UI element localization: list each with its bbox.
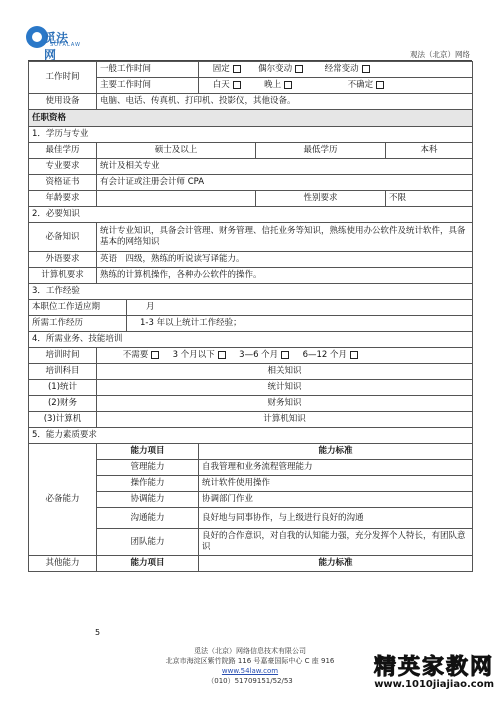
other-ability-item-header: 能力项目 — [97, 556, 199, 572]
row-training-title — [29, 332, 473, 348]
row-edu-title — [29, 127, 473, 143]
checkbox-no-need[interactable] — [151, 351, 159, 359]
min-degree-value: 本科 — [386, 143, 473, 159]
row-age-gender — [29, 191, 473, 207]
header-company: 观法（北京）网络 — [410, 50, 470, 59]
certificate-label: 资格证书 — [29, 175, 97, 191]
age-value — [97, 191, 256, 207]
option-frequent: 经常变动 — [324, 64, 359, 74]
checkbox-night[interactable] — [284, 81, 292, 89]
main-time-label: 主要工作时间 — [97, 78, 199, 94]
ability-standard-header: 能力标准 — [199, 444, 473, 460]
checkbox-6-12m[interactable] — [350, 351, 358, 359]
gender-label: 性别要求 — [256, 191, 386, 207]
checkbox-day[interactable] — [233, 81, 241, 89]
logo-text: 觅法网 — [44, 31, 69, 62]
need-experience-label: 所需工作经历 — [29, 316, 127, 332]
footer-website-link[interactable]: www.54law.com — [221, 667, 279, 675]
equipment-label: 使用设备 — [29, 94, 97, 110]
row-major — [29, 159, 473, 175]
must-ability-label: 必备能力 — [29, 444, 97, 556]
ability-standard: 协调部门作业 — [199, 492, 473, 508]
option-3-6m: 3—6 个月 — [239, 350, 279, 360]
page-number: 5 — [95, 628, 101, 637]
row-must-knowledge — [29, 223, 473, 252]
training-time-options — [97, 348, 473, 364]
general-time-options — [199, 62, 473, 78]
option-night: 晚上 — [264, 80, 282, 90]
training-item-value: 计算机知识 — [97, 412, 473, 428]
age-label: 年龄要求 — [29, 191, 97, 207]
ability-name: 沟通能力 — [97, 508, 199, 529]
other-ability-standard-header: 能力标准 — [199, 556, 473, 572]
must-knowledge-label: 必备知识 — [29, 223, 97, 252]
row-equipment — [29, 94, 473, 110]
option-uncertain: 不确定 — [347, 80, 374, 90]
ability-name: 团队能力 — [97, 529, 199, 556]
checkbox-fixed[interactable] — [233, 65, 241, 73]
logo-subtext: SOFALAW — [50, 42, 81, 48]
language-label: 外语要求 — [29, 252, 97, 268]
row-adapt-period — [29, 300, 473, 316]
training-subject-header: 相关知识 — [97, 364, 473, 380]
qualification-title: 任职资格 — [29, 110, 473, 127]
ability-item-header: 能力项目 — [97, 444, 199, 460]
ability-standard: 统计软件使用操作 — [199, 476, 473, 492]
row-need-experience — [29, 316, 473, 332]
watermark-title: 精英家教网 — [373, 655, 494, 680]
row-competency-title — [29, 428, 473, 444]
work-time-label: 工作时间 — [29, 62, 97, 94]
need-experience-value — [127, 316, 473, 332]
adapt-period-value — [127, 300, 473, 316]
option-fixed: 固定 — [212, 64, 230, 74]
row-computer — [29, 268, 473, 284]
row-other-ability — [29, 556, 473, 572]
min-degree-label: 最低学历 — [256, 143, 386, 159]
knowledge-section-title: 2．必要知识 — [29, 207, 473, 223]
ability-standard: 良好地与同事协作，与上级进行良好的沟通 — [199, 508, 473, 529]
language-value: 英语 四级，熟练的听说读写译能力。 — [97, 252, 473, 268]
row-training-item — [29, 412, 473, 428]
adapt-period-label: 本职位工作适应期 — [29, 300, 127, 316]
ability-name: 协调能力 — [97, 492, 199, 508]
competency-section-title: 5．能力素质要求 — [29, 428, 473, 444]
option-no-need: 不需要 — [122, 350, 149, 360]
training-item-value: 财务知识 — [97, 396, 473, 412]
ability-standard: 自我管理和业务流程管理能力 — [199, 460, 473, 476]
best-degree-label: 最佳学历 — [29, 143, 97, 159]
adapt-period-unit: 月 — [146, 302, 155, 312]
general-time-label: 一般工作时间 — [97, 62, 199, 78]
certificate-value: 有会计证或注册会计师 CPA — [97, 175, 473, 191]
ability-standard: 良好的合作意识，对自我的认知能力强，充分发挥个人特长，有团队意识 — [199, 529, 473, 556]
company-logo — [26, 26, 81, 62]
row-competency-header — [29, 444, 473, 460]
option-day: 白天 — [212, 80, 230, 90]
best-degree-value: 硕士及以上 — [97, 143, 256, 159]
major-value: 统计及相关专业 — [97, 159, 473, 175]
watermark — [344, 650, 494, 690]
checkbox-frequent[interactable] — [362, 65, 370, 73]
main-time-options — [199, 78, 473, 94]
row-edu-degree — [29, 143, 473, 159]
checkbox-occasional[interactable] — [295, 65, 303, 73]
watermark-url: www.1010jiajiao.com — [374, 679, 494, 690]
need-experience-text: 1-3 年以上统计工作经验； — [140, 318, 242, 328]
checkbox-under-3m[interactable] — [218, 351, 226, 359]
computer-value: 熟练的计算机操作，各种办公软件的操作。 — [97, 268, 473, 284]
equipment-value: 电脑、电话、传真机、打印机、投影仪，其他设备。 — [97, 94, 473, 110]
row-qualification-header — [29, 110, 473, 127]
edu-section-title: 1．学历与专业 — [29, 127, 473, 143]
checkbox-3-6m[interactable] — [281, 351, 289, 359]
job-requirements-table — [28, 61, 473, 572]
gender-value: 不限 — [386, 191, 473, 207]
training-subject-label: 培训科目 — [29, 364, 97, 380]
row-language — [29, 252, 473, 268]
training-item-value: 统计知识 — [97, 380, 473, 396]
ability-name: 管理能力 — [97, 460, 199, 476]
row-training-item — [29, 396, 473, 412]
training-item-name: (3)计算机 — [29, 412, 97, 428]
experience-section-title: 3．工作经验 — [29, 284, 473, 300]
must-knowledge-value: 统计专业知识，具备会计管理、财务管理、信托业务等知识，熟练使用办公软件及统计软件，具备基本的网络知识 — [97, 223, 473, 252]
training-item-name: (1)统计 — [29, 380, 97, 396]
ability-name: 操作能力 — [97, 476, 199, 492]
footer-address: 北京市海淀区紫竹院路 116 号嘉豪国际中心 C 座 916 — [165, 657, 335, 665]
row-experience-title — [29, 284, 473, 300]
other-ability-label: 其他能力 — [29, 556, 97, 572]
footer-phone: （010）51709151/52/53 — [207, 677, 293, 685]
computer-label: 计算机要求 — [29, 268, 97, 284]
row-knowledge-title — [29, 207, 473, 223]
row-training-item — [29, 380, 473, 396]
option-occasional: 偶尔变动 — [258, 64, 293, 74]
option-under-3m: 3 个月以下 — [172, 350, 215, 360]
row-certificate — [29, 175, 473, 191]
row-training-subject — [29, 364, 473, 380]
row-work-time-general — [29, 62, 473, 78]
checkbox-uncertain[interactable] — [376, 81, 384, 89]
training-section-title: 4．所需业务、技能培训 — [29, 332, 473, 348]
option-6-12m: 6—12 个月 — [302, 350, 348, 360]
training-time-label: 培训时间 — [29, 348, 97, 364]
row-training-time — [29, 348, 473, 364]
training-item-name: (2)财务 — [29, 396, 97, 412]
major-label: 专业要求 — [29, 159, 97, 175]
footer-company: 觅法（北京）网络信息技术有限公司 — [194, 647, 306, 655]
